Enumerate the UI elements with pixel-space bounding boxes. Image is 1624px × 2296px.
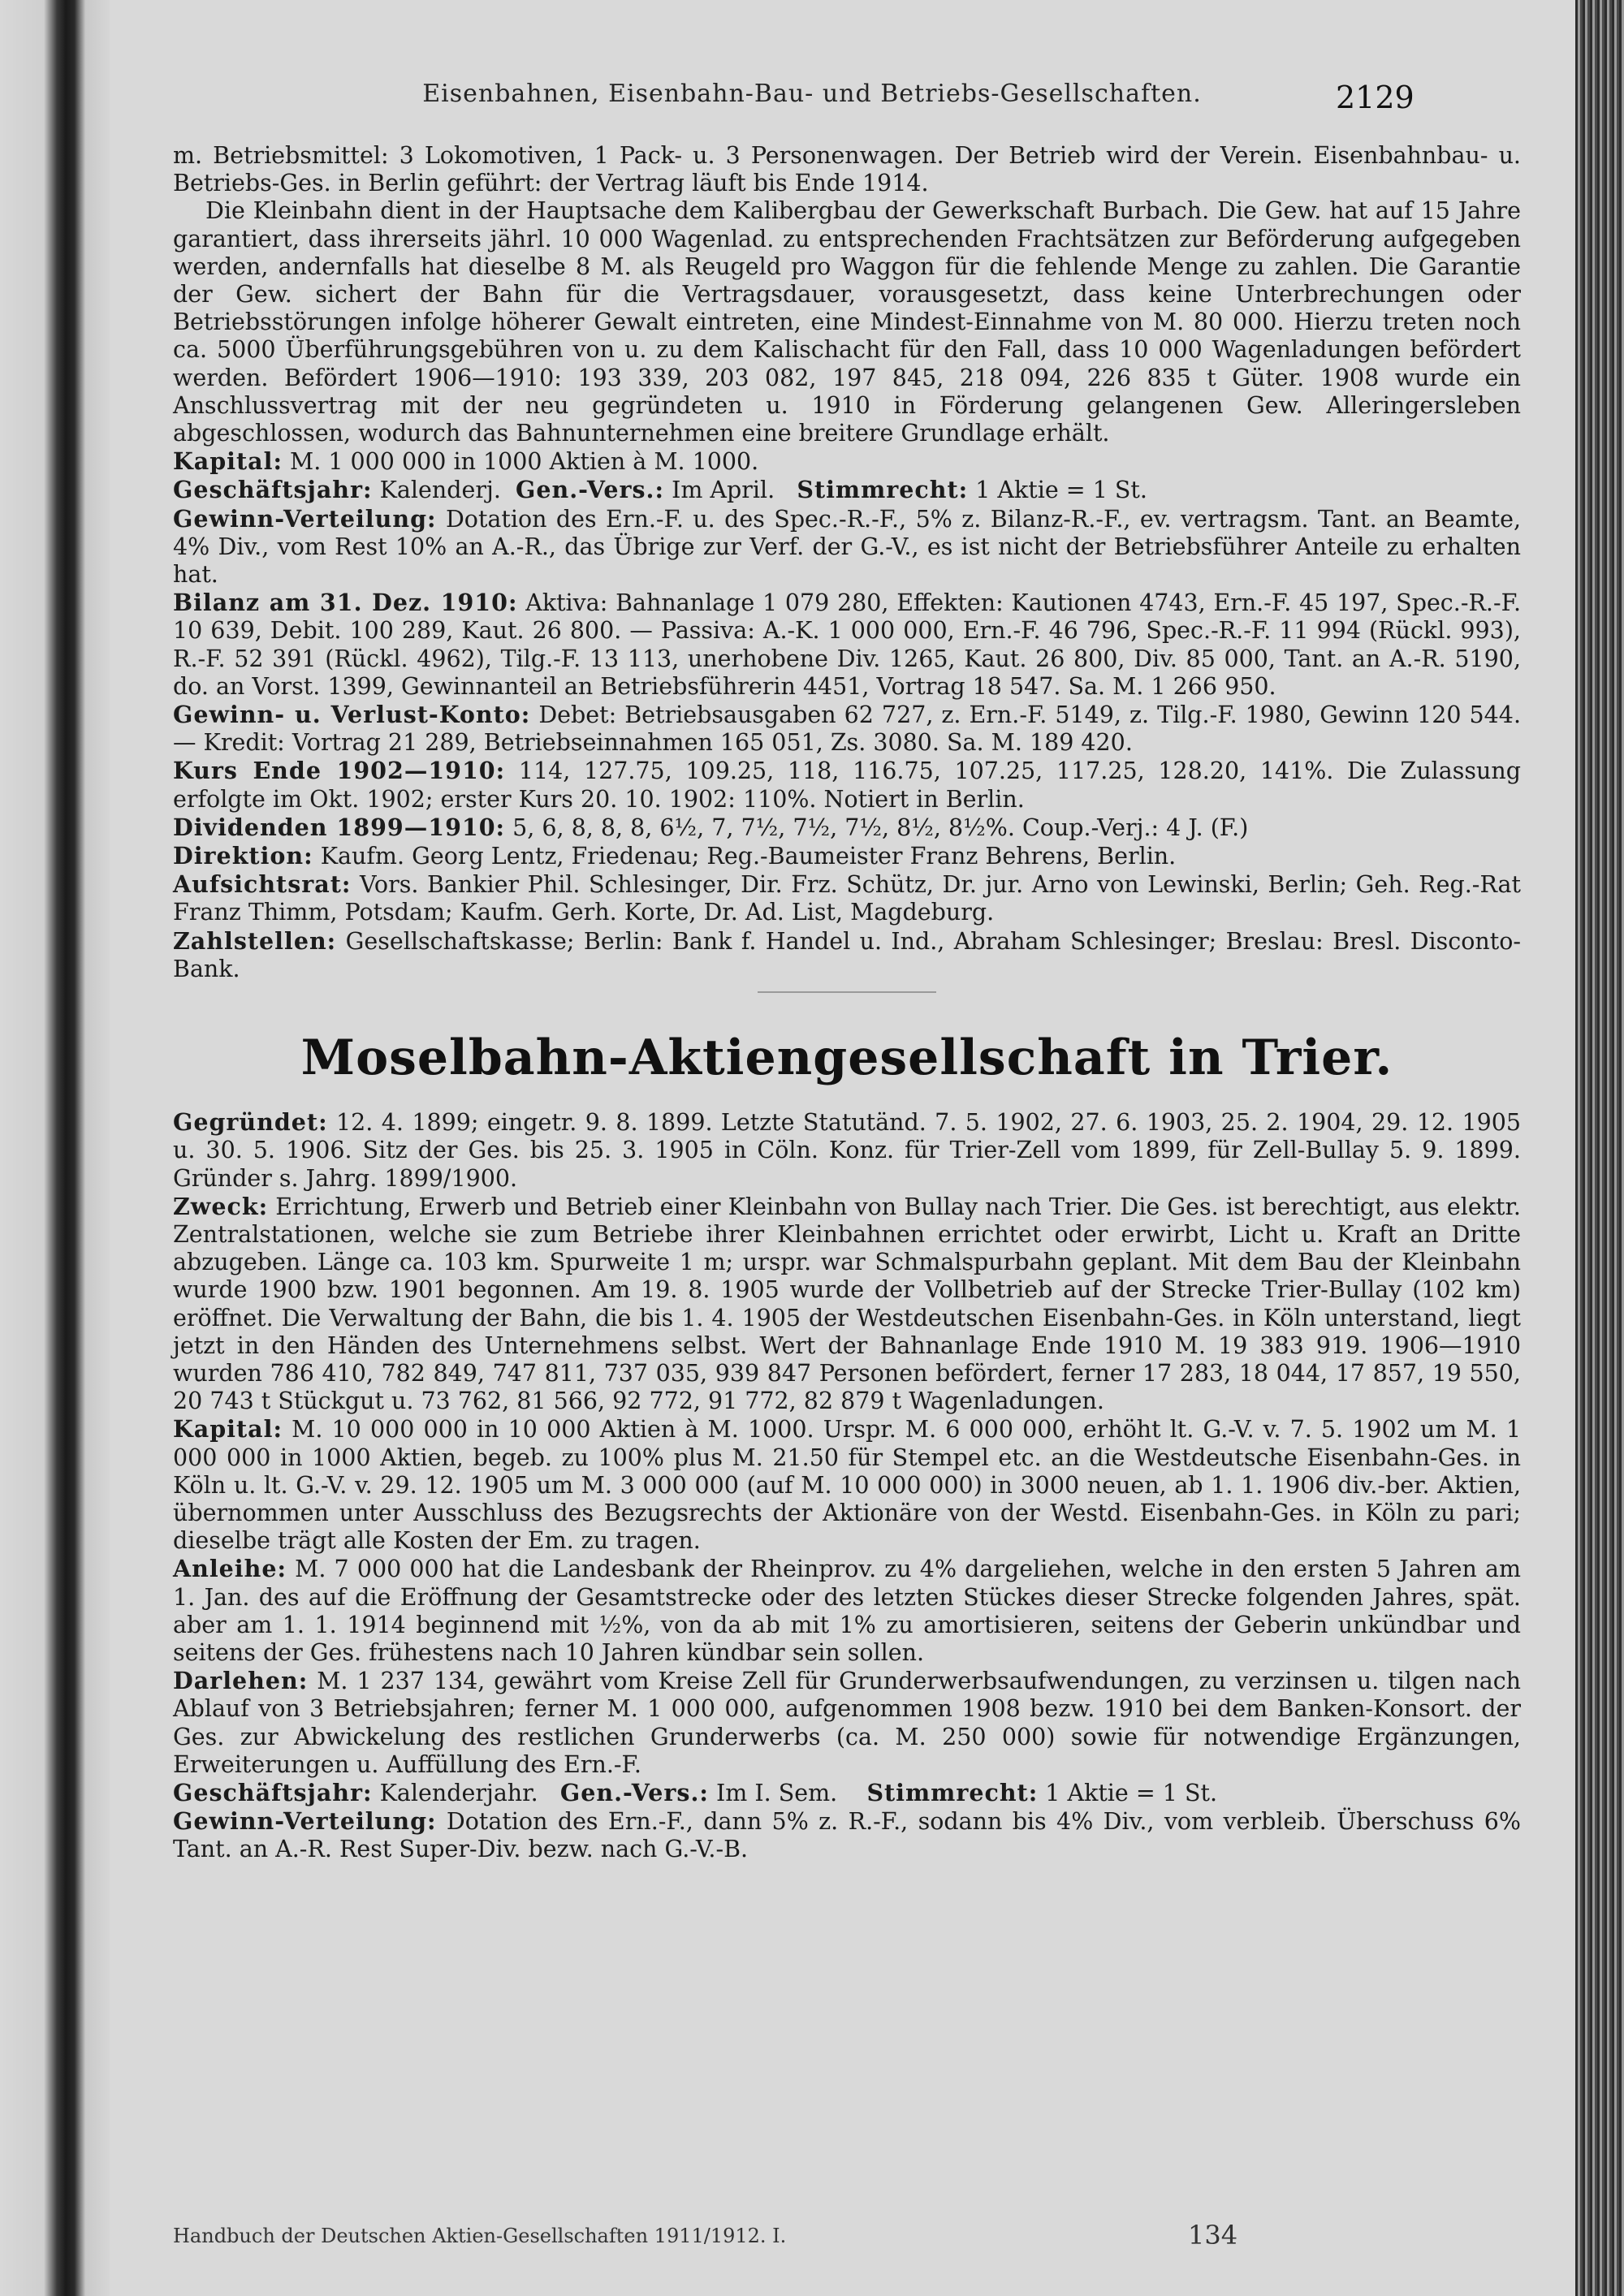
- paragraph-betriebsmittel: m. Betriebsmittel: 3 Lokomotiven, 1 Pack- u. 3 Personenwagen. Der Betrieb wird der Verein. Eisenbahnbau- u. Betriebs-Ges. in Berlin geführt: der Vertrag läuft bis Ende 1914.: [173, 142, 1521, 197]
- entry-text: Gesellschaftskasse; Berlin: Bank f. Handel u. Ind., Abraham Schlesinger; Breslau: Bresl. Disconto-Bank.: [173, 927, 1522, 982]
- entry-dividenden: [173, 814, 1521, 842]
- running-title: Eisenbahnen, Eisenbahn-Bau- und Betriebs-Gesellschaften.: [422, 80, 1202, 108]
- entry-label: Kurs Ende 1902—1910:: [173, 757, 506, 785]
- entry-direktion: [173, 842, 1521, 870]
- entry-darlehen: [173, 1667, 1521, 1779]
- page-edges: [1575, 0, 1624, 2296]
- entry-label: Gewinn- u. Verlust-Konto:: [173, 701, 531, 729]
- page-number: 2129: [1336, 80, 1415, 115]
- entry-gewinn-verlust: [173, 701, 1521, 757]
- entry-label: Zahlstellen:: [173, 926, 337, 955]
- entry-kurs: [173, 757, 1521, 813]
- entry-label: Bilanz am 31. Dez. 1910:: [173, 589, 518, 617]
- entry-label: Geschäftsjahr:: [173, 1778, 373, 1806]
- entry-text: 114, 127.75, 109.25, 118, 116.75, 107.25, 117.25, 128.20, 141%. Die Zulassung erfolgte im Okt. 1902; erster Kurs 20. 10. 1902: 110%. Notiert in Berlin.: [173, 757, 1521, 813]
- page-body: [173, 142, 1521, 1864]
- page-footer: [173, 2220, 1521, 2257]
- entry-geschaeftsjahr: [173, 1779, 1521, 1807]
- entry-gegruendet: [173, 1108, 1521, 1193]
- entry-text: Dotation des Ern.-F., dann 5% z. R.-F., sodann bis 4% Div., vom verbleib. Überschuss 6% Tant. an A.-R. Rest Super-Div. bezw. nach G.-V.-B.: [173, 1808, 1521, 1863]
- entry-label: Gewinn-Verteilung:: [173, 504, 437, 533]
- entry-gewinn-verteilung: [173, 505, 1521, 589]
- entry-kapital: [173, 1415, 1521, 1555]
- entry-label: Zweck:: [173, 1192, 269, 1220]
- entry-text: M. 1 237 134, gewährt vom Kreise Zell für Grunderwerbsaufwendungen, zu verzinsen u. tilgen nach Ablauf von 3 Betriebsjahren; ferner M. 1 000 000, aufgenommen 1908 bezw. 1910 bei dem Banken-Konsort. der Ges. zur Abwickelung des restlichen Grunderwerbs (ca. M. 250 000) sowie für notwendige Ergänzungen, Erweiterungen u. Auffüllung des Ern.-F.: [173, 1668, 1522, 1778]
- entry-kapital: [173, 447, 1521, 476]
- entry-text: Vors. Bankier Phil. Schlesinger, Dir. Frz. Schütz, Dr. jur. Arno von Lewinski, Berlin; Geh. Reg.-Rat Franz Thimm, Potsdam; Kaufm. Gerh. Korte, Dr. Ad. List, Magdeburg.: [173, 871, 1521, 926]
- entry-label: Stimmrecht:: [866, 1778, 1039, 1806]
- entry-text: Kaufm. Georg Lentz, Friedenau; Reg.-Baumeister Franz Behrens, Berlin.: [320, 843, 1177, 870]
- entry-gewinn-verteilung: [173, 1807, 1521, 1863]
- entry-text: M. 7 000 000 hat die Landesbank der Rheinprov. zu 4% dargeliehen, welche in den ersten 5 Jahren am 1. Jan. des auf die Eröffnung der Gesamtstrecke oder des letzten Stückes dieser Strecke folgenden Jahres, spät. aber am 1. 1. 1914 beginnend mit ½%, von da ab mit 1% zu amortisieren, seitens der Geberin unkündbar und seitens der Ges. frühestens nach 10 Jahren kündbar sein sollen.: [173, 1556, 1521, 1666]
- entry-zweck: [173, 1193, 1521, 1416]
- paragraph-kleinbahn: Die Kleinbahn dient in der Hauptsache dem Kalibergbau der Gewerkschaft Burbach. Die Gew. hat auf 15 Jahre garantiert, dass ihrerseits jährl. 10 000 Wagenlad. zu entsprechenden Frachtsätzen zur Beförderung aufgegeben werden, andernfalls hat dieselbe 8 M. als Reugeld pro Waggon für die fehlende Menge zu zahlen. Die Garantie der Gew. sichert der Bahn für die Vertragsdauer, vorausgesetzt, dass keine Unterbrechungen oder Betriebsstörungen infolge höherer Gewalt eintreten, eine Mindest-Einnahme von M. 80 000. Hierzu treten noch ca. 5000 Überführungsgebühren von u. zu dem Kalischacht für den Fall, dass 10 000 Wagenladungen befördert werden. Befördert 1906—1910: 193 339, 203 082, 197 845, 218 094, 226 835 t Güter. 1908 wurde ein Anschlussvertrag mit der neu gegründeten u. 1910 in Förderung gelangenen Gew. Alleringersleben abgeschlossen, wodurch das Bahnunternehmen eine breitere Grundlage erhält.: [173, 197, 1521, 447]
- entry-text: Im April.: [672, 477, 775, 504]
- entry-text: Aktiva: Bahnanlage 1 079 280, Effekten: Kautionen 4743, Ern.-F. 45 197, Spec.-R.-F. 10 639, Debit. 100 289, Kaut. 26 800. — Passiva: A.-K. 1 000 000, Ern.-F. 46 796, Spec.-R.-F. 11 994 (Rückl. 993), R.-F. 52 391 (Rückl. 4962), Tilg.-F. 13 113, unerhobene Div. 1265, Kaut. 26 800, Div. 85 000, Tant. an A.-R. 5190, do. an Vorst. 1399, Gewinnanteil an Betriebsführerin 4451, Vortrag 18 547. Sa. M. 1 266 950.: [173, 589, 1521, 700]
- entry-label: Gen.-Vers.:: [559, 1778, 709, 1806]
- book-page: [110, 0, 1575, 2296]
- entry-text: 1 Aktie = 1 St.: [1045, 1779, 1218, 1806]
- entry-label: Direktion:: [173, 842, 313, 870]
- entry-label: Kapital:: [173, 1415, 283, 1444]
- entry-aufsichtsrat: [173, 870, 1521, 926]
- footer-sheet-number: 134: [1188, 2220, 1238, 2251]
- book-binding-shadow: [0, 0, 110, 2296]
- page-header: [110, 80, 1575, 128]
- entry-label: Gewinn-Verteilung:: [173, 1807, 437, 1836]
- section-divider: [758, 991, 936, 993]
- entry-zahlstellen: [173, 927, 1521, 983]
- company-title: Moselbahn-Aktiengesellschaft in Trier.: [300, 1029, 1393, 1087]
- entry-text: M. 1 000 000 in 1000 Aktien à M. 1000.: [290, 448, 759, 476]
- entry-label: Darlehen:: [173, 1667, 309, 1695]
- entry-text: Errichtung, Erwerb und Betrieb einer Kleinbahn von Bullay nach Trier. Die Ges. ist berechtigt, aus elektr. Zentralstationen, welche sie zum Betriebe ihrer Kleinbahnen errichtet oder erwirbt, Licht u. Kraft an Dritte abzugeben. Länge ca. 103 km. Spurweite 1 m; urspr. war Schmalspurbahn geplant. Mit dem Bau der Kleinbahn wurde 1900 bzw. 1901 begonnen. Am 19. 8. 1905 wurde der Vollbetrieb auf der Strecke Trier-Bullay (102 km) eröffnet. Die Verwaltung der Bahn, die bis 1. 4. 1905 der Westdeutschen Eisenbahn-Ges. in Köln unterstand, liegt jetzt in den Händen des Unternehmens selbst. Wert der Bahnanlage Ende 1910 M. 19 383 919. 1906—1910 wurden 786 410, 782 849, 747 811, 737 035, 939 847 Personen befördert, ferner 17 283, 18 044, 17 857, 19 550, 20 743 t Stückgut u. 73 762, 81 566, 92 772, 91 772, 82 879 t Wagenladungen.: [173, 1193, 1521, 1415]
- entry-label: Dividenden 1899—1910:: [173, 813, 506, 841]
- entry-bilanz: [173, 589, 1521, 701]
- entry-text: 5, 6, 8, 8, 8, 6½, 7, 7½, 7½, 7½, 8½, 8½%. Coup.-Verj.: 4 J. (F.): [512, 814, 1249, 841]
- entry-text: Debet: Betriebsausgaben 62 727, z. Ern.-F. 5149, z. Tilg.-F. 1980, Gewinn 120 544. — Kredit: Vortrag 21 289, Betriebseinnahmen 165 051, Zs. 3080. Sa. M. 189 420.: [173, 701, 1521, 757]
- footer-source: Handbuch der Deutschen Aktien-Gesellschaften 1911/1912. I.: [173, 2225, 787, 2247]
- entry-label: Kapital:: [173, 447, 283, 476]
- entry-label: Gen.-Vers.:: [516, 476, 665, 504]
- entry-label: Aufsichtsrat:: [173, 870, 352, 899]
- entry-text: 1 Aktie = 1 St.: [975, 477, 1147, 504]
- entry-text: Kalenderjahr.: [379, 1779, 538, 1806]
- entry-text: Dotation des Ern.-F. u. des Spec.-R.-F., 5% z. Bilanz-R.-F., ev. vertragsm. Tant. an Beamte, 4% Div., vom Rest 10% an A.-R., das Übrige zur Verf. der G.-V., es ist nicht der Betriebsführer Anteile zu erhalten hat.: [173, 505, 1522, 589]
- entry-text: M. 10 000 000 in 10 000 Aktien à M. 1000. Urspr. M. 6 000 000, erhöht lt. G.-V. v. 7. 5. 1902 um M. 1 000 000 in 1000 Aktien, begeb. zu 100% plus M. 21.50 für Stempel etc. an die Westdeutsche Eisenbahn-Ges. in Köln u. lt. G.-V. v. 29. 12. 1905 um M. 3 000 000 (auf M. 10 000 000) in 3000 neuen, ab 1. 1. 1906 div.-ber. Aktien, übernommen unter Ausschluss des Bezugsrechts der Aktionäre von der Westd. Eisenbahn-Ges. in Köln zu pari; dieselbe trägt alle Kosten der Em. zu tragen.: [173, 1416, 1521, 1555]
- entry-text: Im I. Sem.: [715, 1779, 838, 1806]
- entry-label: Stimmrecht:: [797, 476, 969, 504]
- entry-label: Anleihe:: [173, 1555, 287, 1583]
- entry-label: Geschäftsjahr:: [173, 476, 373, 504]
- entry-text: Kalenderj.: [379, 477, 501, 504]
- entry-text: 12. 4. 1899; eingetr. 9. 8. 1899. Letzte Statutänd. 7. 5. 1902, 27. 6. 1903, 25. 2. 1904, 29. 12. 1905 u. 30. 5. 1906. Sitz der Ges. bis 25. 3. 1905 in Cöln. Konz. für Trier-Zell vom 1899, für Zell-Bullay 5. 9. 1899. Gründer s. Jahrg. 1899/1900.: [173, 1109, 1521, 1192]
- entry-geschaeftsjahr: [173, 476, 1521, 504]
- entry-label: Gegründet:: [173, 1108, 328, 1137]
- entry-anleihe: [173, 1555, 1521, 1667]
